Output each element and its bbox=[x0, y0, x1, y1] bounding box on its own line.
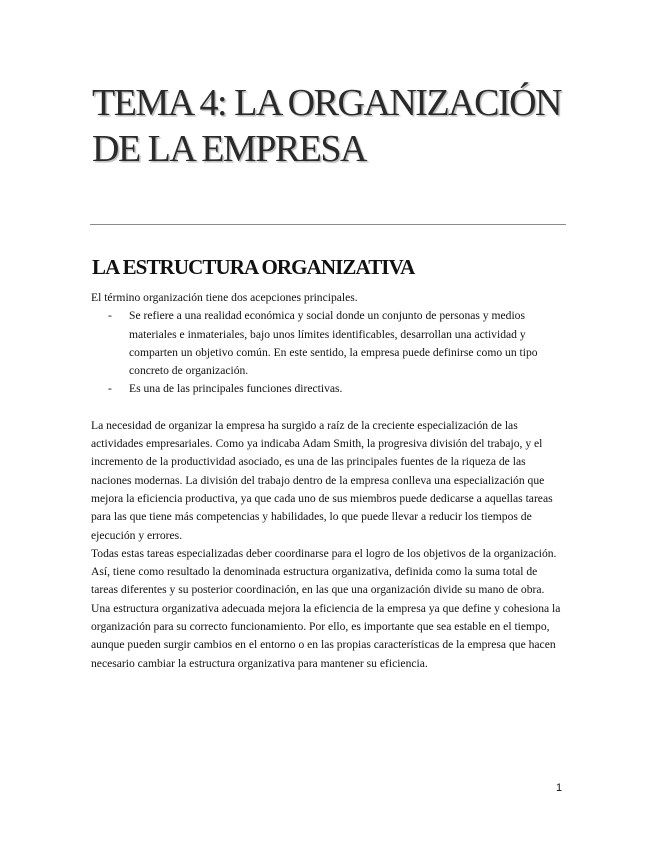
body-paragraph: La necesidad de organizar la empresa ha surgido a raíz de la creciente especialización de las actividades empresariales. Como ya indicaba Adam Smith, la progresiva división del trabajo, y el incremento de la productividad asociado, es una de las principales fuentes de la riqueza de las naciones modernas. La división del trabajo dentro de la empresa conlleva una especialización que mejora la eficiencia productiva, ya que cada uno de sus miembros puede dedicarse a aquellas tareas para las que tiene más competencias y habilidades, lo que puede llevar a reducir los tiempos de ejecución y errores. bbox=[91, 418, 553, 542]
document-body bbox=[91, 289, 566, 673]
title-divider bbox=[90, 224, 566, 225]
document-title: TEMA 4: LA ORGANIZACIÓN DE LA EMPRESA bbox=[92, 82, 561, 170]
body-paragraph: Todas estas tareas especializadas deber coordinarse para el logro de los objetivos de la organización. Así, tiene como resultado la denominada estructura organizativa, definida como la suma total de tareas diferentes y su posterior coordinación, en las que una organización divide su mano de obra. bbox=[91, 546, 557, 597]
body-paragraph: Una estructura organizativa adecuada mejora la eficiencia de la empresa ya que define y cohesiona la organización para su correcto funcionamiento. Por ello, es importante que sea estable en el tiempo, aunque pueden surgir cambios en el entorno o en las propias características de la empresa que hacen necesario cambiar la estructura organizativa para mantener su eficiencia. bbox=[91, 601, 561, 670]
bullet-item bbox=[91, 307, 566, 380]
intro-paragraph: El término organización tiene dos acepciones principales. bbox=[91, 291, 358, 304]
bullet-text: Es una de las principales funciones directivas. bbox=[129, 382, 343, 396]
paragraph-spacer bbox=[91, 399, 566, 417]
bullet-list bbox=[91, 307, 566, 398]
bullet-marker: - bbox=[108, 382, 112, 396]
section-heading: LA ESTRUCTURA ORGANIZATIVA bbox=[92, 255, 415, 279]
bullet-text: Se refiere a una realidad económica y social donde un conjunto de personas y medios materiales e inmateriales, bajo unos límites identificables, desarrollan una actividad y comparten un objetivo común. En este sentido, la empresa puede definirse como un tipo concreto de organización. bbox=[129, 309, 538, 378]
bullet-marker: - bbox=[108, 309, 112, 323]
page-number: 1 bbox=[556, 782, 563, 794]
bullet-item bbox=[91, 380, 566, 398]
